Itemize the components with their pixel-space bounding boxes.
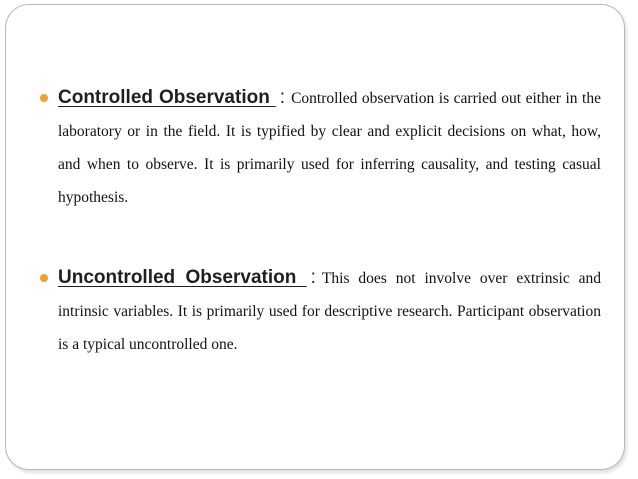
term-colon: : xyxy=(279,87,286,108)
bullet-dot-icon xyxy=(40,274,48,282)
term-colon: : xyxy=(310,267,316,288)
bullet-dot-icon xyxy=(40,94,48,102)
bullet-item-uncontrolled-observation xyxy=(58,261,601,361)
term-heading: Uncontrolled Observation xyxy=(58,267,307,288)
slide-frame xyxy=(5,4,625,470)
bullet-item-controlled-observation xyxy=(58,81,601,214)
term-description: This does not involve over extrinsic and intrinsic variables. It is primarily used for descriptive research. Participant observation is a typical uncontrolled one. xyxy=(58,270,601,353)
term-heading: Controlled Observation xyxy=(58,87,276,108)
term-description: Controlled observation is carried out either in the laboratory or in the field. It is typified by clear and explicit decisions on what, how, and when to observe. It is primarily used for inferring causality, and testing casual hypothesis. xyxy=(58,90,601,206)
